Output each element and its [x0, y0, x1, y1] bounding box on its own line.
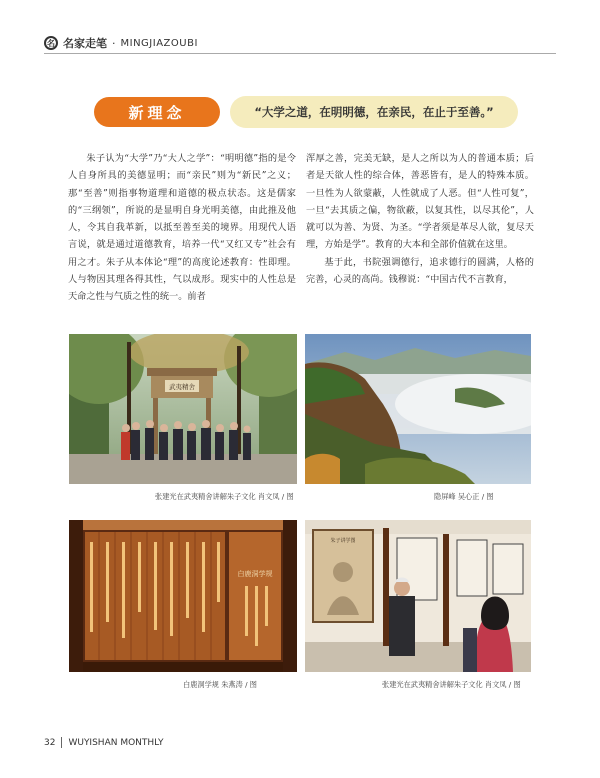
- board-title-text: 白鹿洞学规: [237, 570, 273, 578]
- photo-exhibition-hall: [305, 520, 531, 672]
- photo-academy-gate: [69, 334, 297, 484]
- photo-mountain-clouds-image: [305, 334, 531, 484]
- photo-caption: 张建光在武夷精舍讲解朱子文化 肖文凤 / 图: [155, 492, 294, 501]
- section-name: 名家走笔: [63, 37, 107, 50]
- photo-exhibition-hall-image: [305, 520, 531, 672]
- section-title-badge: 新理念: [94, 97, 220, 127]
- header-divider: [44, 53, 556, 54]
- header-dot: ·: [112, 36, 116, 50]
- paragraph: 基于此，书院强调德行，追求德行的圆满，人格的完善，心灵的高尚。钱穆说：“中国古代不言教育，: [306, 256, 534, 286]
- footer-divider: [61, 737, 62, 748]
- photo-rules-board-image: [69, 520, 297, 672]
- photo-academy-gate-image: [69, 334, 297, 484]
- section-header: [44, 35, 198, 51]
- logo-icon: 名: [44, 36, 58, 50]
- page-footer: [44, 737, 164, 748]
- page-number: 32: [44, 737, 56, 748]
- body-column-left: [68, 150, 296, 306]
- paragraph: 浑厚之善，完美无缺，是人之所以为人的普通本质；后者是天欲人性的综合体，善恶皆有，是人的特殊本质。一旦性为人欲蒙蔽，人性就成了人恶。但“人性可复”，一旦“去其质之偏，物欲蔽，以复其性，以尽其伦”，人就可以为善、为贤、为圣。“学者须是革尽人欲，复尽天理，方始是学”。教育的大本和全部价值就在这里。: [306, 153, 534, 251]
- gate-plaque-text: 武夷精舍: [169, 383, 195, 391]
- photo-caption: 白鹿洞学规 朱燕涛 / 图: [183, 680, 257, 689]
- highlight-quote: “大学之道，在明明德，在亲民，在止于至善。”: [230, 96, 518, 128]
- calligraphy-text: 朱子讲学图: [330, 538, 356, 544]
- magazine-name: WUYISHAN MONTHLY: [68, 737, 164, 748]
- photo-caption: 隐屏峰 吴心正 / 图: [434, 492, 494, 501]
- photo-rules-board: [69, 520, 297, 672]
- photo-caption: 张建光在武夷精舍讲解朱子文化 肖文凤 / 图: [382, 680, 521, 689]
- paragraph: 朱子认为“大学”乃“大人之学”：“明明德”指的是令人自身所具的美德显明；而“亲民”则为“新民”之义；那“至善”则指事物道理和道德的极点状态。这是儒家的“三纲领”，所说的是显明自身光明美德，由此推及他人，令其自我革新，以抵至善至美的境界。用现代人语言说，就是通过道德教育，培养一代“又红又专”社会有用之才。朱子从本体论“理”的高度论述教育：性即理。人与物因其理各得其性，气以成形。现实中的人性总是天命之性与气质之性的统一。前者: [68, 153, 296, 303]
- body-column-right: [306, 150, 534, 288]
- section-name-en: MINGJIAZOUBI: [120, 37, 198, 49]
- photo-mountain-clouds: [305, 334, 531, 484]
